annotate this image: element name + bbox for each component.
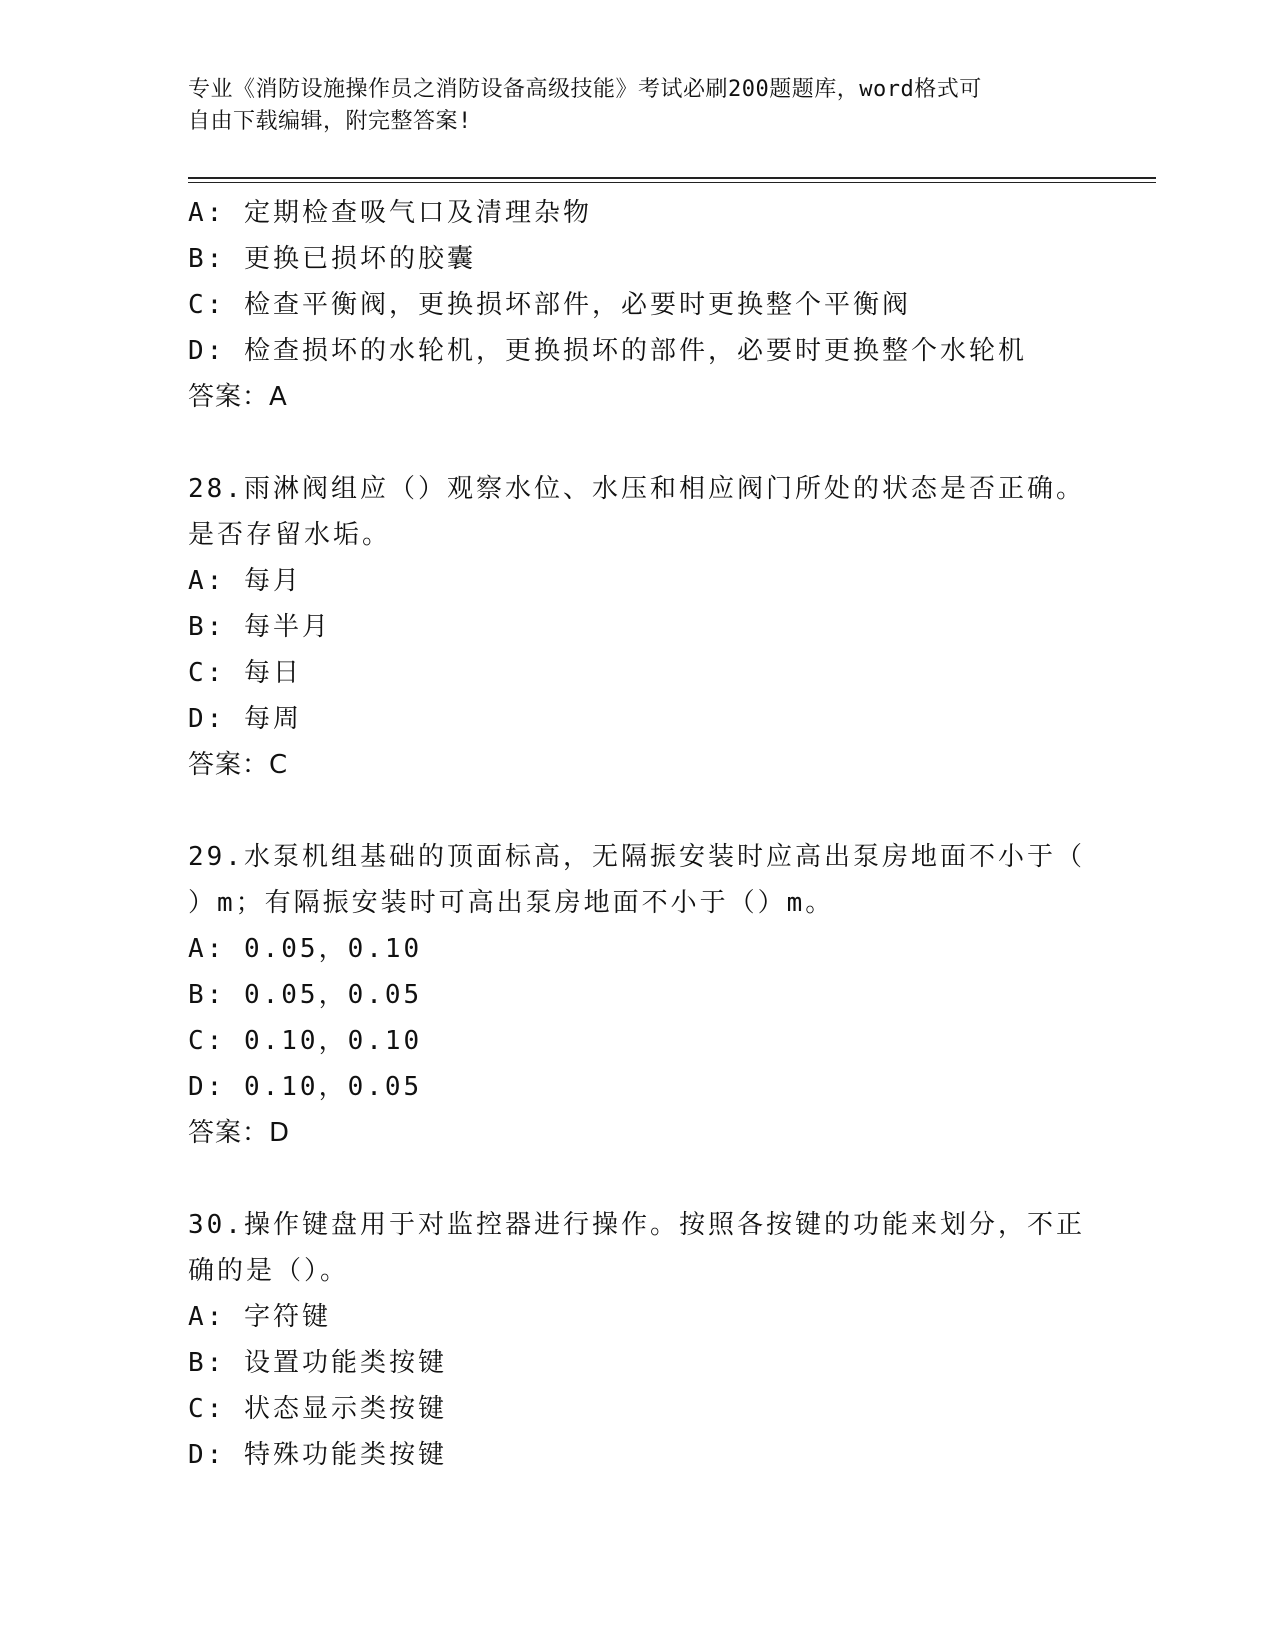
- header-line-1: 专业《消防设施操作员之消防设备高级技能》考试必刷200题题库，word格式可: [188, 77, 982, 102]
- option-c: C: 状态显示类按键: [188, 1394, 447, 1424]
- question-text-line-1: 28.雨淋阀组应（）观察水位、水压和相应阀门所处的状态是否正确。: [188, 474, 1085, 504]
- header-divider-thick: [188, 177, 1156, 179]
- option-b: B: 更换已损坏的胶囊: [188, 244, 476, 274]
- option-d: D: 0.10，0.05: [188, 1072, 423, 1102]
- header-divider-thin: [188, 182, 1156, 183]
- option-b: B: 0.05，0.05: [188, 980, 423, 1010]
- answer: 答案：D: [188, 1118, 291, 1148]
- option-d: D: 特殊功能类按键: [188, 1440, 447, 1470]
- document-header: [188, 74, 1068, 138]
- question-30: [188, 1202, 1088, 1478]
- option-a: A: 定期检查吸气口及清理杂物: [188, 198, 592, 228]
- question-text-line-2: ）m；有隔振安装时可高出泵房地面不小于（）m。: [188, 888, 835, 918]
- answer: 答案：A: [188, 382, 288, 412]
- question-text-line-1: 29.水泵机组基础的顶面标高，无隔振安装时应高出泵房地面不小于（: [188, 842, 1085, 872]
- option-a: A: 0.05，0.10: [188, 934, 423, 964]
- option-c: C: 每日: [188, 658, 302, 688]
- header-line-2: 自由下载编辑，附完整答案!: [188, 109, 472, 134]
- option-a: A: 每月: [188, 566, 302, 596]
- option-c: C: 0.10，0.10: [188, 1026, 423, 1056]
- option-c: C: 检查平衡阀，更换损坏部件，必要时更换整个平衡阀: [188, 290, 911, 320]
- question-text-line-2: 是否存留水垢。: [188, 520, 392, 550]
- option-a: A: 字符键: [188, 1302, 331, 1332]
- question-text-line-1: 30.操作键盘用于对监控器进行操作。按照各按键的功能来划分，不正: [188, 1210, 1085, 1240]
- question-28: [188, 466, 1088, 788]
- option-d: D: 每周: [188, 704, 302, 734]
- answer: 答案：C: [188, 750, 289, 780]
- question-list: [188, 190, 1088, 1478]
- question-text-line-2: 确的是（）。: [188, 1256, 350, 1286]
- option-b: B: 设置功能类按键: [188, 1348, 447, 1378]
- option-b: B: 每半月: [188, 612, 331, 642]
- question-27: [188, 190, 1088, 420]
- option-d: D: 检查损坏的水轮机，更换损坏的部件，必要时更换整个水轮机: [188, 336, 1027, 366]
- question-29: [188, 834, 1088, 1156]
